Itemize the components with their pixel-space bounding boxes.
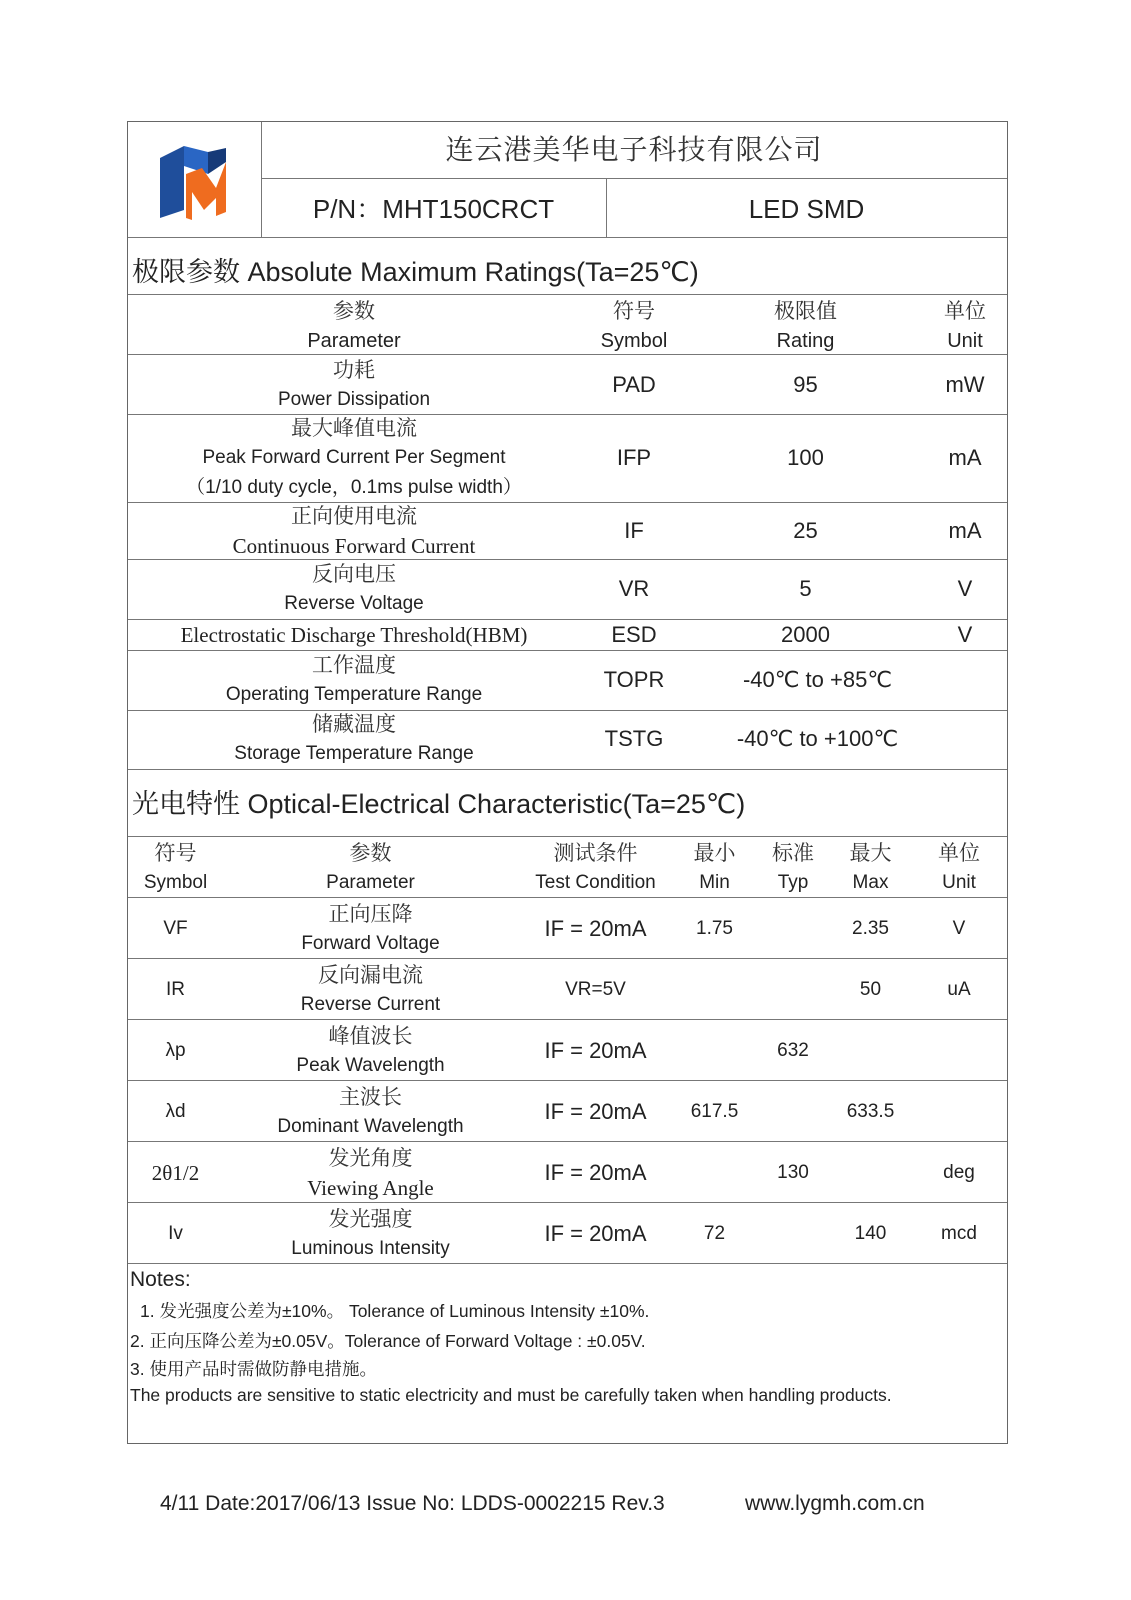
oec-typ bbox=[756, 899, 830, 958]
amr-symbol: ESD bbox=[611, 621, 657, 647]
amr-col-param bbox=[128, 297, 580, 354]
note-1: 1. 发光强度公差为±10%。 Tolerance of Luminous Intensity ±10%. bbox=[140, 1301, 650, 1321]
param-zh: 正向压降 bbox=[328, 901, 413, 926]
notes-title: Notes: bbox=[130, 1268, 191, 1291]
oec-col-en: Typ bbox=[777, 872, 809, 893]
param-en: Power Dissipation bbox=[277, 389, 431, 410]
amr-symbol: IF bbox=[624, 517, 644, 543]
oec-symbol: Iv bbox=[168, 1222, 183, 1244]
oec-typ bbox=[756, 1082, 830, 1141]
param-en: Forward Voltage bbox=[301, 932, 440, 954]
spec-sheet-frame bbox=[127, 121, 1008, 1444]
amr-row-param bbox=[128, 414, 580, 502]
amr-col-zh: 极限值 bbox=[774, 298, 837, 323]
amr-rating: -40℃ to +85℃ bbox=[742, 667, 893, 692]
oec-row-param bbox=[223, 1021, 518, 1080]
oec-cond: VR=5V bbox=[565, 978, 626, 1000]
param-zh: 主波长 bbox=[339, 1084, 402, 1109]
amr-col-en: Parameter bbox=[307, 329, 401, 352]
oec-min bbox=[673, 1143, 756, 1202]
amr-symbol: VR bbox=[618, 576, 650, 601]
oec-title: 光电特性 Optical-Electrical Characteristic(Ta=25℃) bbox=[132, 789, 746, 819]
part-number bbox=[261, 180, 606, 237]
oec-unit: V bbox=[952, 917, 966, 939]
param-en: Continuous Forward Current bbox=[232, 533, 476, 558]
oec-col-max bbox=[830, 838, 911, 898]
oec-col-zh: 最大 bbox=[849, 841, 892, 865]
oec-col-en: Min bbox=[699, 872, 730, 893]
amr-unit: mA bbox=[948, 517, 982, 543]
amr-rating: 95 bbox=[793, 372, 818, 397]
oec-cond: IF = 20mA bbox=[544, 1220, 647, 1246]
oec-unit bbox=[911, 1082, 1007, 1141]
amr-col-unit bbox=[923, 297, 1007, 354]
oec-min: 617.5 bbox=[690, 1100, 739, 1122]
oec-unit: deg bbox=[943, 1161, 975, 1183]
oec-typ bbox=[756, 960, 830, 1019]
param-en: Storage Temperature Range bbox=[234, 743, 474, 764]
oec-col-en: Symbol bbox=[143, 872, 208, 893]
amr-rating: -40℃ to +100℃ bbox=[736, 726, 899, 751]
amr-rating: 100 bbox=[787, 445, 824, 470]
param-zh: 发光角度 bbox=[328, 1145, 413, 1170]
oec-min: 1.75 bbox=[696, 917, 733, 939]
param-en: Electrostatic Discharge Threshold(HBM) bbox=[180, 622, 528, 647]
oec-row-param bbox=[223, 899, 518, 958]
oec-typ: 130 bbox=[777, 1161, 809, 1183]
oec-unit: uA bbox=[947, 978, 971, 1000]
amr-unit: V bbox=[957, 621, 973, 647]
pn-value: MHT150CRCT bbox=[382, 193, 555, 224]
oec-row-param bbox=[223, 1204, 518, 1263]
oec-col-en: Unit bbox=[942, 872, 976, 893]
oec-row-param bbox=[223, 960, 518, 1019]
oec-col-unit bbox=[911, 838, 1007, 898]
note-4: The products are sensitive to static electricity and must be carefully taken when handling products. bbox=[130, 1385, 892, 1405]
oec-row-param bbox=[223, 1082, 518, 1141]
oec-max: 633.5 bbox=[846, 1100, 895, 1122]
oec-col-param bbox=[223, 838, 518, 898]
amr-rating: 2000 bbox=[781, 621, 830, 647]
amr-col-en: Unit bbox=[947, 329, 983, 352]
amr-col-symbol bbox=[580, 297, 688, 354]
oec-min bbox=[673, 1021, 756, 1080]
param-en: Peak Wavelength bbox=[296, 1054, 445, 1076]
amr-col-en: Rating bbox=[776, 329, 835, 352]
param-en: Operating Temperature Range bbox=[225, 684, 483, 705]
param-zh: 工作温度 bbox=[312, 653, 396, 677]
oec-typ bbox=[756, 1204, 830, 1263]
oec-min: 72 bbox=[703, 1222, 726, 1244]
param-en: Peak Forward Current Per Segment bbox=[202, 447, 506, 468]
oec-symbol: λd bbox=[165, 1100, 186, 1122]
amr-col-en: Symbol bbox=[600, 329, 668, 352]
amr-row-param bbox=[128, 619, 580, 650]
param-en: Reverse Voltage bbox=[284, 593, 424, 614]
param-en: Reverse Current bbox=[300, 993, 441, 1015]
amr-row-param bbox=[128, 356, 580, 414]
amr-symbol: TOPR bbox=[603, 667, 665, 692]
param-en-note: （1/10 duty cycle，0.1ms pulse width） bbox=[186, 477, 522, 498]
amr-row-param bbox=[128, 559, 580, 619]
oec-symbol: VF bbox=[163, 917, 188, 939]
pn-label: P/N： bbox=[312, 193, 383, 224]
param-zh: 功耗 bbox=[333, 358, 375, 382]
oec-symbol: λp bbox=[165, 1039, 186, 1061]
oec-max: 2.35 bbox=[852, 917, 889, 939]
amr-col-rating bbox=[688, 297, 923, 354]
oec-cond: IF = 20mA bbox=[544, 1159, 647, 1185]
footer-website: www.lygmh.com.cn bbox=[745, 1492, 925, 1515]
param-zh: 峰值波长 bbox=[328, 1023, 413, 1048]
oec-min bbox=[673, 960, 756, 1019]
oec-col-zh: 符号 bbox=[154, 841, 197, 865]
amr-rating: 5 bbox=[799, 576, 812, 601]
amr-symbol: IFP bbox=[616, 445, 652, 470]
amr-row-param bbox=[128, 650, 580, 710]
company-name: 连云港美华电子科技有限公司 bbox=[445, 133, 823, 166]
oec-col-zh: 标准 bbox=[772, 841, 814, 865]
param-zh: 发光强度 bbox=[328, 1206, 413, 1231]
oec-max bbox=[830, 1143, 911, 1202]
oec-row-param bbox=[223, 1143, 518, 1202]
footer-left: 4/11 Date:2017/06/13 Issue No: LDDS-0002215 Rev.3 bbox=[160, 1492, 665, 1515]
param-zh: 反向漏电流 bbox=[318, 962, 423, 987]
oec-col-cond bbox=[518, 838, 673, 898]
amr-title: 极限参数 Absolute Maximum Ratings(Ta=25℃) bbox=[132, 257, 699, 287]
oec-col-min bbox=[673, 838, 756, 898]
oec-col-en: Max bbox=[852, 872, 889, 893]
oec-col-typ bbox=[756, 838, 830, 898]
oec-col-en: Parameter bbox=[326, 872, 415, 893]
oec-unit: mcd bbox=[941, 1222, 977, 1244]
oec-max: 140 bbox=[854, 1222, 887, 1244]
oec-symbol: 2θ1/2 bbox=[151, 1160, 200, 1185]
param-zh: 反向电压 bbox=[312, 562, 396, 586]
oec-col-zh: 最小 bbox=[693, 841, 736, 865]
amr-symbol: PAD bbox=[612, 372, 656, 397]
oec-cond: IF = 20mA bbox=[544, 915, 647, 941]
param-en: Luminous Intensity bbox=[291, 1237, 450, 1259]
oec-cond: IF = 20mA bbox=[544, 1037, 647, 1063]
oec-cond: IF = 20mA bbox=[544, 1098, 647, 1124]
amr-col-zh: 参数 bbox=[333, 298, 375, 323]
amr-col-zh: 符号 bbox=[613, 298, 655, 323]
oec-max bbox=[830, 1021, 911, 1080]
amr-unit: mW bbox=[945, 372, 985, 397]
oec-col-en: Test Condition bbox=[535, 872, 656, 893]
product-type: LED SMD bbox=[748, 193, 865, 224]
oec-typ: 632 bbox=[777, 1039, 809, 1061]
param-zh: 最大峰值电流 bbox=[291, 416, 417, 440]
oec-col-symbol bbox=[128, 838, 223, 898]
amr-unit: mA bbox=[948, 445, 982, 470]
param-zh: 正向使用电流 bbox=[291, 503, 417, 528]
param-zh: 储藏温度 bbox=[312, 712, 396, 736]
oec-max: 50 bbox=[859, 978, 882, 1000]
amr-unit: V bbox=[957, 576, 973, 601]
amr-row-param bbox=[128, 710, 580, 768]
amr-row-param bbox=[128, 502, 580, 559]
company-logo bbox=[156, 140, 230, 222]
note-2: 2. 正向压降公差为±0.05V。Tolerance of Forward Voltage : ±0.05V. bbox=[130, 1331, 646, 1351]
note-3: 3. 使用产品时需做防静电措施。 bbox=[130, 1359, 377, 1379]
oec-col-zh: 测试条件 bbox=[553, 841, 638, 865]
amr-symbol: TSTG bbox=[604, 726, 664, 751]
oec-unit bbox=[911, 1021, 1007, 1080]
amr-rating: 25 bbox=[793, 517, 818, 543]
oec-col-zh: 参数 bbox=[349, 841, 392, 865]
param-en: Dominant Wavelength bbox=[277, 1115, 464, 1137]
param-en: Viewing Angle bbox=[307, 1175, 434, 1200]
amr-col-zh: 单位 bbox=[944, 298, 986, 323]
oec-symbol: IR bbox=[166, 978, 185, 1000]
oec-col-zh: 单位 bbox=[938, 841, 980, 865]
